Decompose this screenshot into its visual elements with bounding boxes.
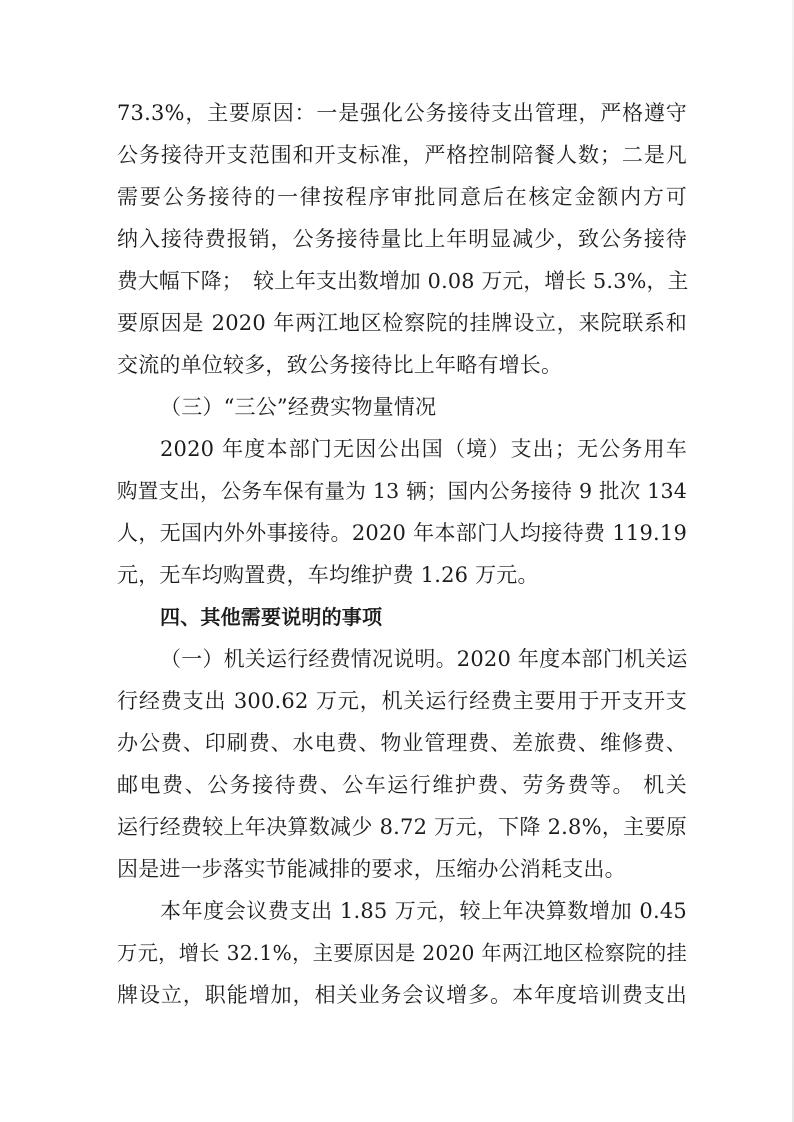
- paragraph-line: 交流的单位较多，致公务接待比上年略有增长。: [117, 353, 563, 377]
- paragraph-line: 人，无国内外外事接待。2020 年本部门人均接待费 119.19: [117, 521, 687, 545]
- paragraph-line: 牌设立，职能增加，相关业务会议增多。本年度培训费支出: [117, 983, 687, 1007]
- paragraph-line: 73.3%，主要原因：一是强化公务接待支出管理，严格遵守: [117, 101, 687, 125]
- paragraph-line: 邮电费、公务接待费、公车运行维护费、劳务费等。 机关: [117, 773, 687, 797]
- paragraph-line: 运行经费较上年决算数减少 8.72 万元，下降 2.8%，主要原: [117, 815, 687, 839]
- paragraph-line: 购置支出，公务车保有量为 13 辆；国内公务接待 9 批次 134: [117, 479, 687, 503]
- paragraph-line: 元，无车均购置费，车均维护费 1.26 万元。: [117, 563, 539, 587]
- paragraph-line: 公务接待开支范围和开支标准，严格控制陪餐人数；二是凡: [117, 143, 687, 167]
- section-heading: 四、其他需要说明的事项: [160, 605, 383, 629]
- paragraph-line: 要原因是 2020 年两江地区检察院的挂牌设立，来院联系和: [117, 311, 687, 335]
- paragraph-line: 办公费、印刷费、水电费、物业管理费、差旅费、维修费、: [117, 731, 687, 755]
- paragraph-line: 费大幅下降； 较上年支出数增加 0.08 万元，增长 5.3%，主: [117, 269, 689, 293]
- paragraph-line: 本年度会议费支出 1.85 万元，较上年决算数增加 0.45: [160, 899, 687, 923]
- subsection-heading: （三）“三公”经费实物量情况: [160, 395, 437, 419]
- paragraph-line: 需要公务接待的一律按程序审批同意后在核定金额内方可: [117, 185, 687, 209]
- paragraph-line: 2020 年度本部门无因公出国（境）支出；无公务用车: [160, 437, 687, 461]
- paragraph-line: 纳入接待费报销，公务接待量比上年明显减少，致公务接待: [117, 227, 687, 251]
- paragraph-line: 行经费支出 300.62 万元，机关运行经费主要用于开支开支: [117, 689, 687, 713]
- paragraph-line: （一）机关运行经费情况说明。2020 年度本部门机关运: [160, 647, 688, 671]
- paragraph-line: 万元，增长 32.1%，主要原因是 2020 年两江地区检察院的挂: [117, 941, 687, 965]
- paragraph-line: 因是进一步落实节能减排的要求，压缩办公消耗支出。: [117, 857, 626, 881]
